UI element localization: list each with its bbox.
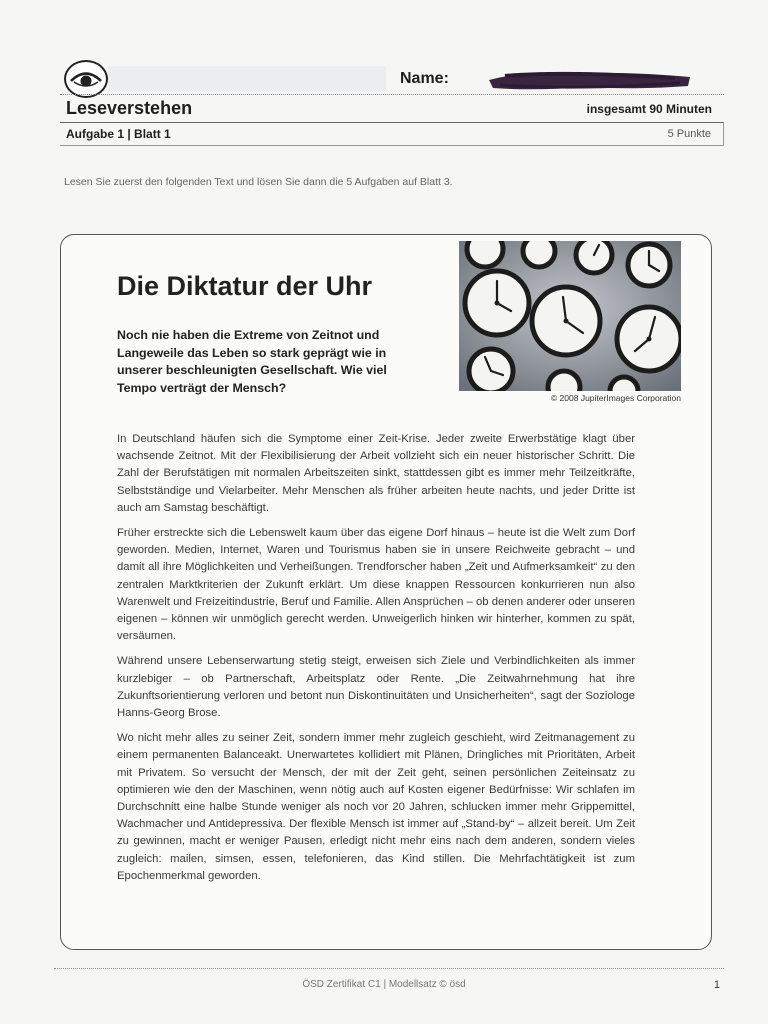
eye-icon <box>64 60 108 98</box>
article-paragraph: Wo nicht mehr alles zu seiner Zeit, sondern immer mehr zugleich geschieht, wird Zeitmanagement zu einem permanenten Balanceakt. Unerwartetes kollidiert mit Plänen, Dringliches mit Prioritäten, Arbeit mit Privatem. So versucht der Mensch, der mit der Zeit geht, seinen persönlichen Zeiteinsatz zu optimieren wie den der Maschinen, wenn nötig auch auf Kosten eigener Bedürfnisse: Wir schlafen im Durchschnitt eine halbe Stunde weniger als noch vor 20 Jahren, schlucken immer mehr Grippemittel, Wachmacher und Antidepressiva. Der flexible Mensch ist immer auf „Stand-by“ – allzeit bereit. Um Zeit zu gewinnen, macht er weniger Pausen, erledigt nicht mehr eins nach dem anderen, sondern vieles zugleich: mailen, simsen, essen, telefonieren, das Kind stillen. Die Mehrfachtätigkeit ist zum Epochenmerkmal geworden. <box>117 732 635 882</box>
task-label: Aufgabe 1 | Blatt 1 <box>66 127 171 141</box>
instruction-text: Lesen Sie zuerst den folgenden Text und lösen Sie dann die 5 Aufgaben auf Blatt 3. <box>64 176 453 188</box>
footer-text: ÖSD Zertifikat C1 | Modellsatz © ösd <box>302 979 466 990</box>
section-title: Leseverstehen <box>66 98 193 118</box>
article-paragraph: Während unsere Lebenserwartung stetig steigt, erweisen sich Ziele und Verbindlichkeiten als immer kurzlebiger – ob Partnerschaft, Arbeitsplatz oder Rente. „Die Zeitwahrnehmung hat ihre Zukunftsorientierung verloren und betont nun Diskontinuitäten und Unsicherheiten“, sagt der Soziologe Hanns-Georg Brose. <box>117 655 635 720</box>
article-paragraph: In Deutschland häufen sich die Symptome einer Zeit-Krise. Jeder zweite Erwerbstätige klagt über wachsende Zeitnot. Mit der Flexibilisierung der Arbeit vollzieht sich ein neuer historischer Schritt. Die Zahl der Berufstätigen mit normalen Arbeitszeiten sinkt, stattdessen gibt es immer mehr Teilzeitkräfte, Selbstständige und Vielarbeiter. Mehr Menschen als früher arbeiten heute nachts, und jeder Dritte ist auch am Samstag beschäftigt. <box>117 433 635 514</box>
name-redaction <box>485 68 695 92</box>
total-time: insgesamt 90 Minuten <box>586 102 712 116</box>
photo-credit: © 2008 JupiterImages Corporation <box>550 393 681 403</box>
article-paragraph: Früher erstreckte sich die Lebenswelt kaum über das eigene Dorf hinaus – heute ist die Welt zum Dorf geworden. Medien, Internet, Waren und Tourismus haben sie in unsere Reichweite gebracht – und damit all ihre Möglichkeiten und Verheißungen. Trendforscher haben „Zeit und Aufmerksamkeit“ zu den zentralen Marktkriterien der Zukunft erklärt. Um diese knappen Ressourcen konkurrieren nun also Warenwelt und Freizeitindustrie, Beruf und Familie. Allen Ansprüchen – ob denen anderer oder unseren eigenen – können wir unmöglich gerecht werden. Unweigerlich hinken wir hinterher, kommen zu spät, versäumen. <box>117 527 635 643</box>
name-strip <box>108 66 386 92</box>
clocks-photo <box>459 241 681 391</box>
article-card <box>60 234 712 950</box>
exam-header <box>60 58 724 148</box>
article-body <box>117 431 635 893</box>
article-title: Die Diktatur der Uhr <box>117 271 373 301</box>
page-number: 1 <box>713 979 720 991</box>
footer-divider <box>54 968 724 969</box>
article-lead: Noch nie haben die Extreme von Zeitnot und Langeweile das Leben so stark geprägt wie in unserer beschleunigten Gesellschaft. Wie viel Tempo verträgt der Mensch? <box>117 328 387 395</box>
task-row <box>60 122 724 146</box>
header-divider <box>60 94 724 95</box>
points-label: 5 Punkte <box>667 128 711 140</box>
name-label: Name: <box>400 70 449 87</box>
